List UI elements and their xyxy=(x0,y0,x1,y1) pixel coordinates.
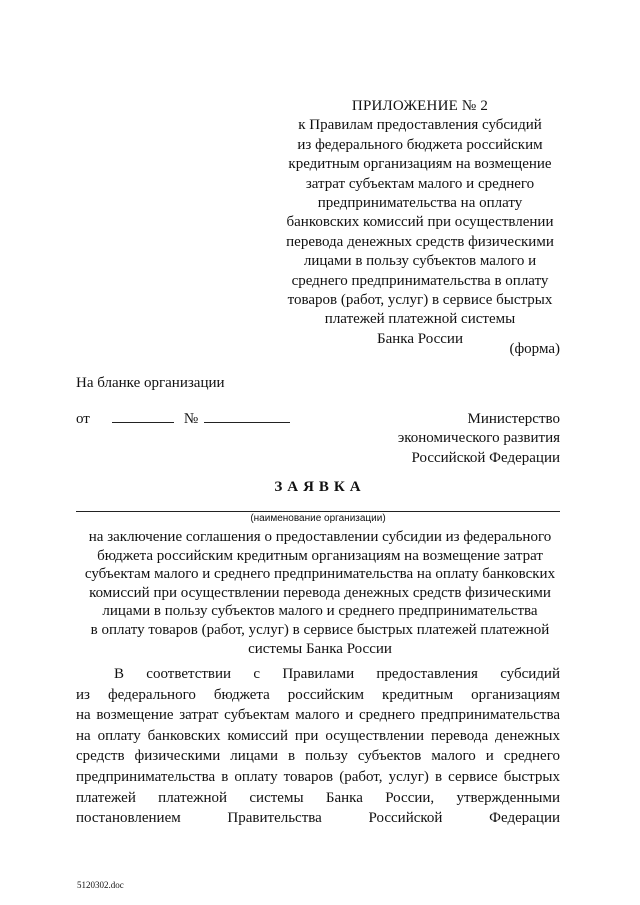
appendix-line: платежей платежной системы xyxy=(324,311,516,328)
recipient-line: Российской Федерации xyxy=(411,449,560,466)
appendix-line: из федерального бюджета российским xyxy=(297,136,543,153)
body-line: средств физическими лицами в пользу субъектов малого и среднего xyxy=(76,748,560,765)
body-line: постановлением Правительства Российской Федерации xyxy=(76,810,560,827)
appendix-line: кредитным организациям на возмещение xyxy=(288,156,552,173)
from-label: от xyxy=(76,411,90,427)
recipient-block xyxy=(388,410,560,468)
recipient-line: Министерство xyxy=(467,411,560,427)
appendix-line: лицами в пользу субъектов малого и xyxy=(303,253,537,270)
date-blank-line xyxy=(112,410,174,423)
appendix-line: к Правилам предоставления субсидий xyxy=(298,117,542,134)
appendix-line: среднего предпринимательства в оплату xyxy=(291,272,549,289)
number-label: № xyxy=(183,411,199,427)
body-line: из федерального бюджета российским кредитным организациям xyxy=(76,686,560,703)
subject-line: бюджета российским кредитным организациям на возмещение затрат xyxy=(97,547,543,564)
appendix-title: ПРИЛОЖЕНИЕ № 2 xyxy=(351,98,489,114)
file-name-footer: 5120302.doc xyxy=(77,880,124,890)
subject-line: лицами в пользу субъектов малого и среднего предпринимательства xyxy=(102,603,538,620)
body-paragraph xyxy=(76,664,560,829)
appendix-line: предпринимательства на оплату xyxy=(317,195,523,212)
appendix-line: Банка России xyxy=(377,330,463,347)
body-line: на возмещение затрат субъектам малого и среднего предпринимательства xyxy=(76,707,560,724)
recipient-line: экономического развития xyxy=(397,430,560,447)
subject-block xyxy=(60,528,580,658)
document-heading: ЗАЯВКА xyxy=(274,479,366,495)
number-blank-line xyxy=(204,410,290,423)
appendix-line: затрат субъектам малого и среднего xyxy=(305,175,535,192)
appendix-line: перевода денежных средств физическими xyxy=(286,233,554,250)
date-number-row xyxy=(76,410,290,428)
appendix-block xyxy=(282,97,558,349)
appendix-line: банковских комиссий при осуществлении xyxy=(286,214,554,231)
appendix-line: товаров (работ, услуг) в сервисе быстрых xyxy=(287,292,553,309)
body-line: платежей платежной системы Банка России, утвержденными xyxy=(76,789,560,806)
subject-line: комиссий при осуществлении перевода денежных средств физическими xyxy=(89,584,551,601)
letterhead-note: На бланке организации xyxy=(76,375,225,391)
subject-line: субъектам малого и среднего предпринимательства на оплату банковских xyxy=(84,566,556,583)
body-line: предпринимательства в оплату товаров (работ, услуг) в сервисе быстрых xyxy=(76,768,560,785)
subject-line: системы Банка России xyxy=(248,640,392,657)
subject-line: в оплату товаров (работ, услуг) в сервисе быстрых платежей платежной xyxy=(90,621,550,638)
subject-line: на заключение соглашения о предоставлении субсидии из федерального xyxy=(88,529,552,545)
form-mark: (форма) xyxy=(509,341,560,357)
organization-name-caption: (наименование организации) xyxy=(250,513,386,524)
organization-name-line xyxy=(76,511,560,512)
body-line: на оплату банковских комиссий при осуществлении перевода денежных xyxy=(76,727,560,744)
body-line: В соответствии с Правилами предоставления субсидий xyxy=(114,666,560,682)
